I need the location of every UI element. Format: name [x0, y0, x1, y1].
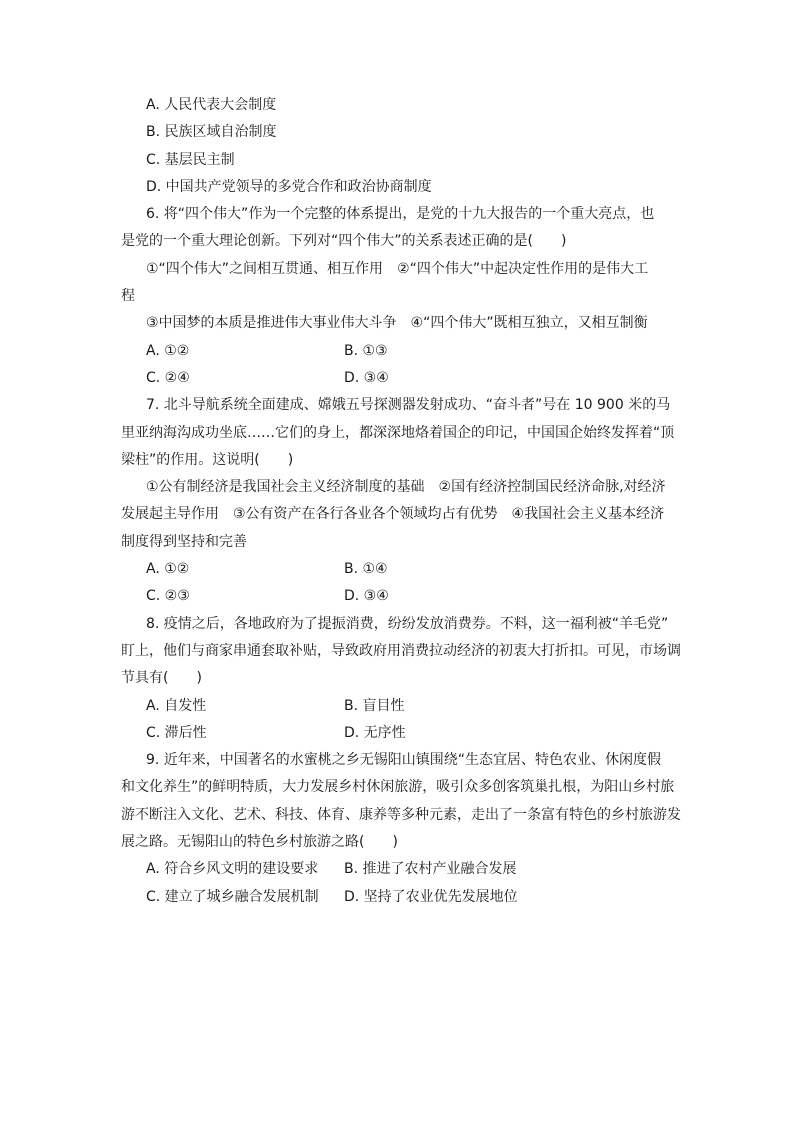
statement-line: ①“四个伟大”之间相互贯通、相互作用 ②“四个伟大”中起决定性作用的是伟大工: [146, 260, 649, 277]
statement-line: 发展起主导作用 ③公有资产在各行各业各个领域均占有优势 ④我国社会主义基本经济: [121, 506, 665, 523]
option-c: C. 滞后性: [146, 724, 207, 741]
option-a: A. 人民代表大会制度: [146, 97, 277, 113]
option-d: D. 中国共产党领导的多党合作和政治协商制度: [146, 178, 432, 195]
option-a: A. ①②: [146, 561, 190, 578]
question-content: [121, 92, 681, 911]
option-b: B. 盲目性: [344, 697, 405, 714]
question-stem-line: 游不断注入文化、艺术、科技、体育、康养等多种元素，走出了一条富有特色的乡村旅游发: [121, 806, 681, 823]
question-6: [121, 201, 681, 392]
question-stem-line: 盯上，他们与商家串通套取补贴，导致政府用消费拉动经济的初衷大打折扣。可见，市场调: [121, 642, 681, 659]
statement-line: ①公有制经济是我国社会主义经济制度的基础 ②国有经济控制国民经济命脉,对经济: [146, 479, 666, 496]
option-c: C. ②③: [146, 588, 190, 605]
question-stem-line: 和文化养生”的鲜明特质，大力发展乡村休闲旅游，吸引众多创客筑巢扎根，为阳山乡村旅: [121, 779, 675, 796]
option-d: D. ③④: [344, 369, 389, 386]
question-9: [121, 747, 681, 911]
question-stem-line: 8. 疫情之后，各地政府为了提振消费，纷纷发放消费券。不料，这一福利被“羊毛党”: [146, 615, 669, 632]
question-stem-line: 7. 北斗导航系统全面建成、嫦娥五号探测器发射成功、“奋斗者”号在 10 900 米的马: [146, 397, 671, 414]
option-row: [121, 720, 681, 747]
statement-line: 制度得到坚持和完善: [121, 533, 247, 550]
option-b: B. 推进了农村产业融合发展: [344, 861, 517, 878]
option-row: [121, 856, 681, 883]
option-row: [121, 365, 681, 392]
option-d: D. ③④: [344, 588, 389, 605]
question-8: [121, 611, 681, 747]
statement-line: ③中国梦的本质是推进伟大事业伟大斗争 ④“四个伟大”既相互独立，又相互制衡: [146, 315, 648, 332]
option-b: B. 民族区域自治制度: [146, 124, 277, 141]
option-a: A. ①②: [146, 342, 190, 359]
option-c: C. ②④: [146, 369, 190, 386]
option-a: A. 自发性: [146, 697, 207, 714]
option-b: B. ①③: [344, 342, 388, 359]
question-5-options: [121, 92, 681, 201]
option-a: A. 符合乡风文明的建设要求: [146, 861, 319, 878]
option-row: [121, 556, 681, 583]
option-d: D. 坚持了农业优先发展地位: [344, 888, 518, 905]
option-c: C. 基层民主制: [146, 151, 235, 168]
question-stem-line: 6. 将“四个伟大”作为一个完整的体系提出，是党的十九大报告的一个重大亮点，也: [146, 206, 655, 223]
question-stem-line: 梁柱”的作用。这说明( ): [121, 451, 294, 468]
option-d: D. 无序性: [344, 724, 406, 741]
question-stem-line: 是党的一个重大理论创新。下列对“四个伟大”的关系表述正确的是( ): [121, 233, 567, 250]
question-7: [121, 392, 681, 610]
option-row: [121, 693, 681, 720]
option-row: [121, 884, 681, 911]
question-stem-line: 展之路。无锡阳山的特色乡村旅游之路( ): [121, 834, 398, 851]
question-stem-line: 节具有( ): [121, 670, 202, 687]
option-row: [121, 583, 681, 610]
statement-line: 程: [121, 288, 135, 305]
option-c: C. 建立了城乡融合发展机制: [146, 888, 319, 905]
option-row: [121, 338, 681, 365]
option-b: B. ①④: [344, 561, 388, 578]
question-stem-line: 9. 近年来，中国著名的水蜜桃之乡无锡阳山镇围绕“生态宜居、特色农业、休闲度假: [146, 752, 662, 769]
question-stem-line: 里亚纳海沟成功坐底……它们的身上，都深深地烙着国企的印记，中国国企始终发挥着“顶: [121, 424, 675, 441]
